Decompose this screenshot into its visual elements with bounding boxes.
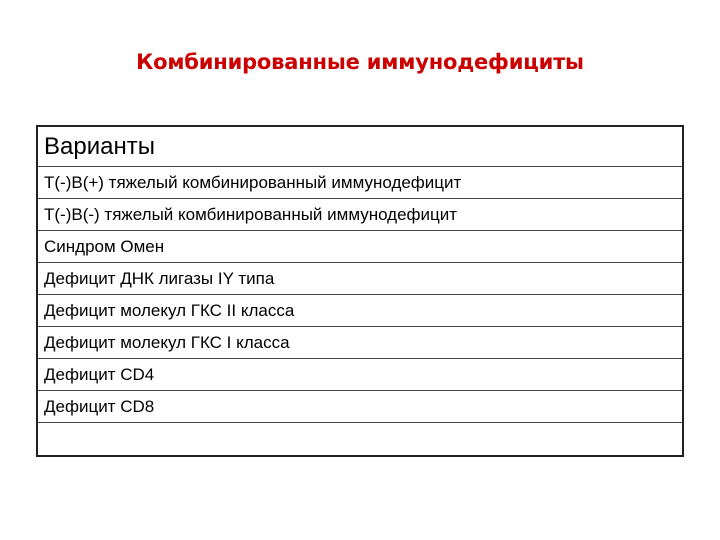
table-header: Варианты bbox=[38, 127, 682, 167]
variants-table bbox=[36, 125, 684, 457]
table-row: Синдром Омен bbox=[38, 231, 682, 263]
table-row: Дефицит ДНК лигазы IY типа bbox=[38, 263, 682, 295]
page-title: Комбинированные иммунодефициты bbox=[136, 50, 584, 74]
table-row: Дефицит молекул ГКС I класса bbox=[38, 327, 682, 359]
table-row: T(-)B(-) тяжелый комбинированный иммунодефицит bbox=[38, 199, 682, 231]
table-row-empty bbox=[38, 423, 682, 455]
table-row: Дефицит молекул ГКС II класса bbox=[38, 295, 682, 327]
table-row: T(-)B(+) тяжелый комбинированный иммунодефицит bbox=[38, 167, 682, 199]
table-row: Дефицит CD4 bbox=[38, 359, 682, 391]
table-row: Дефицит CD8 bbox=[38, 391, 682, 423]
